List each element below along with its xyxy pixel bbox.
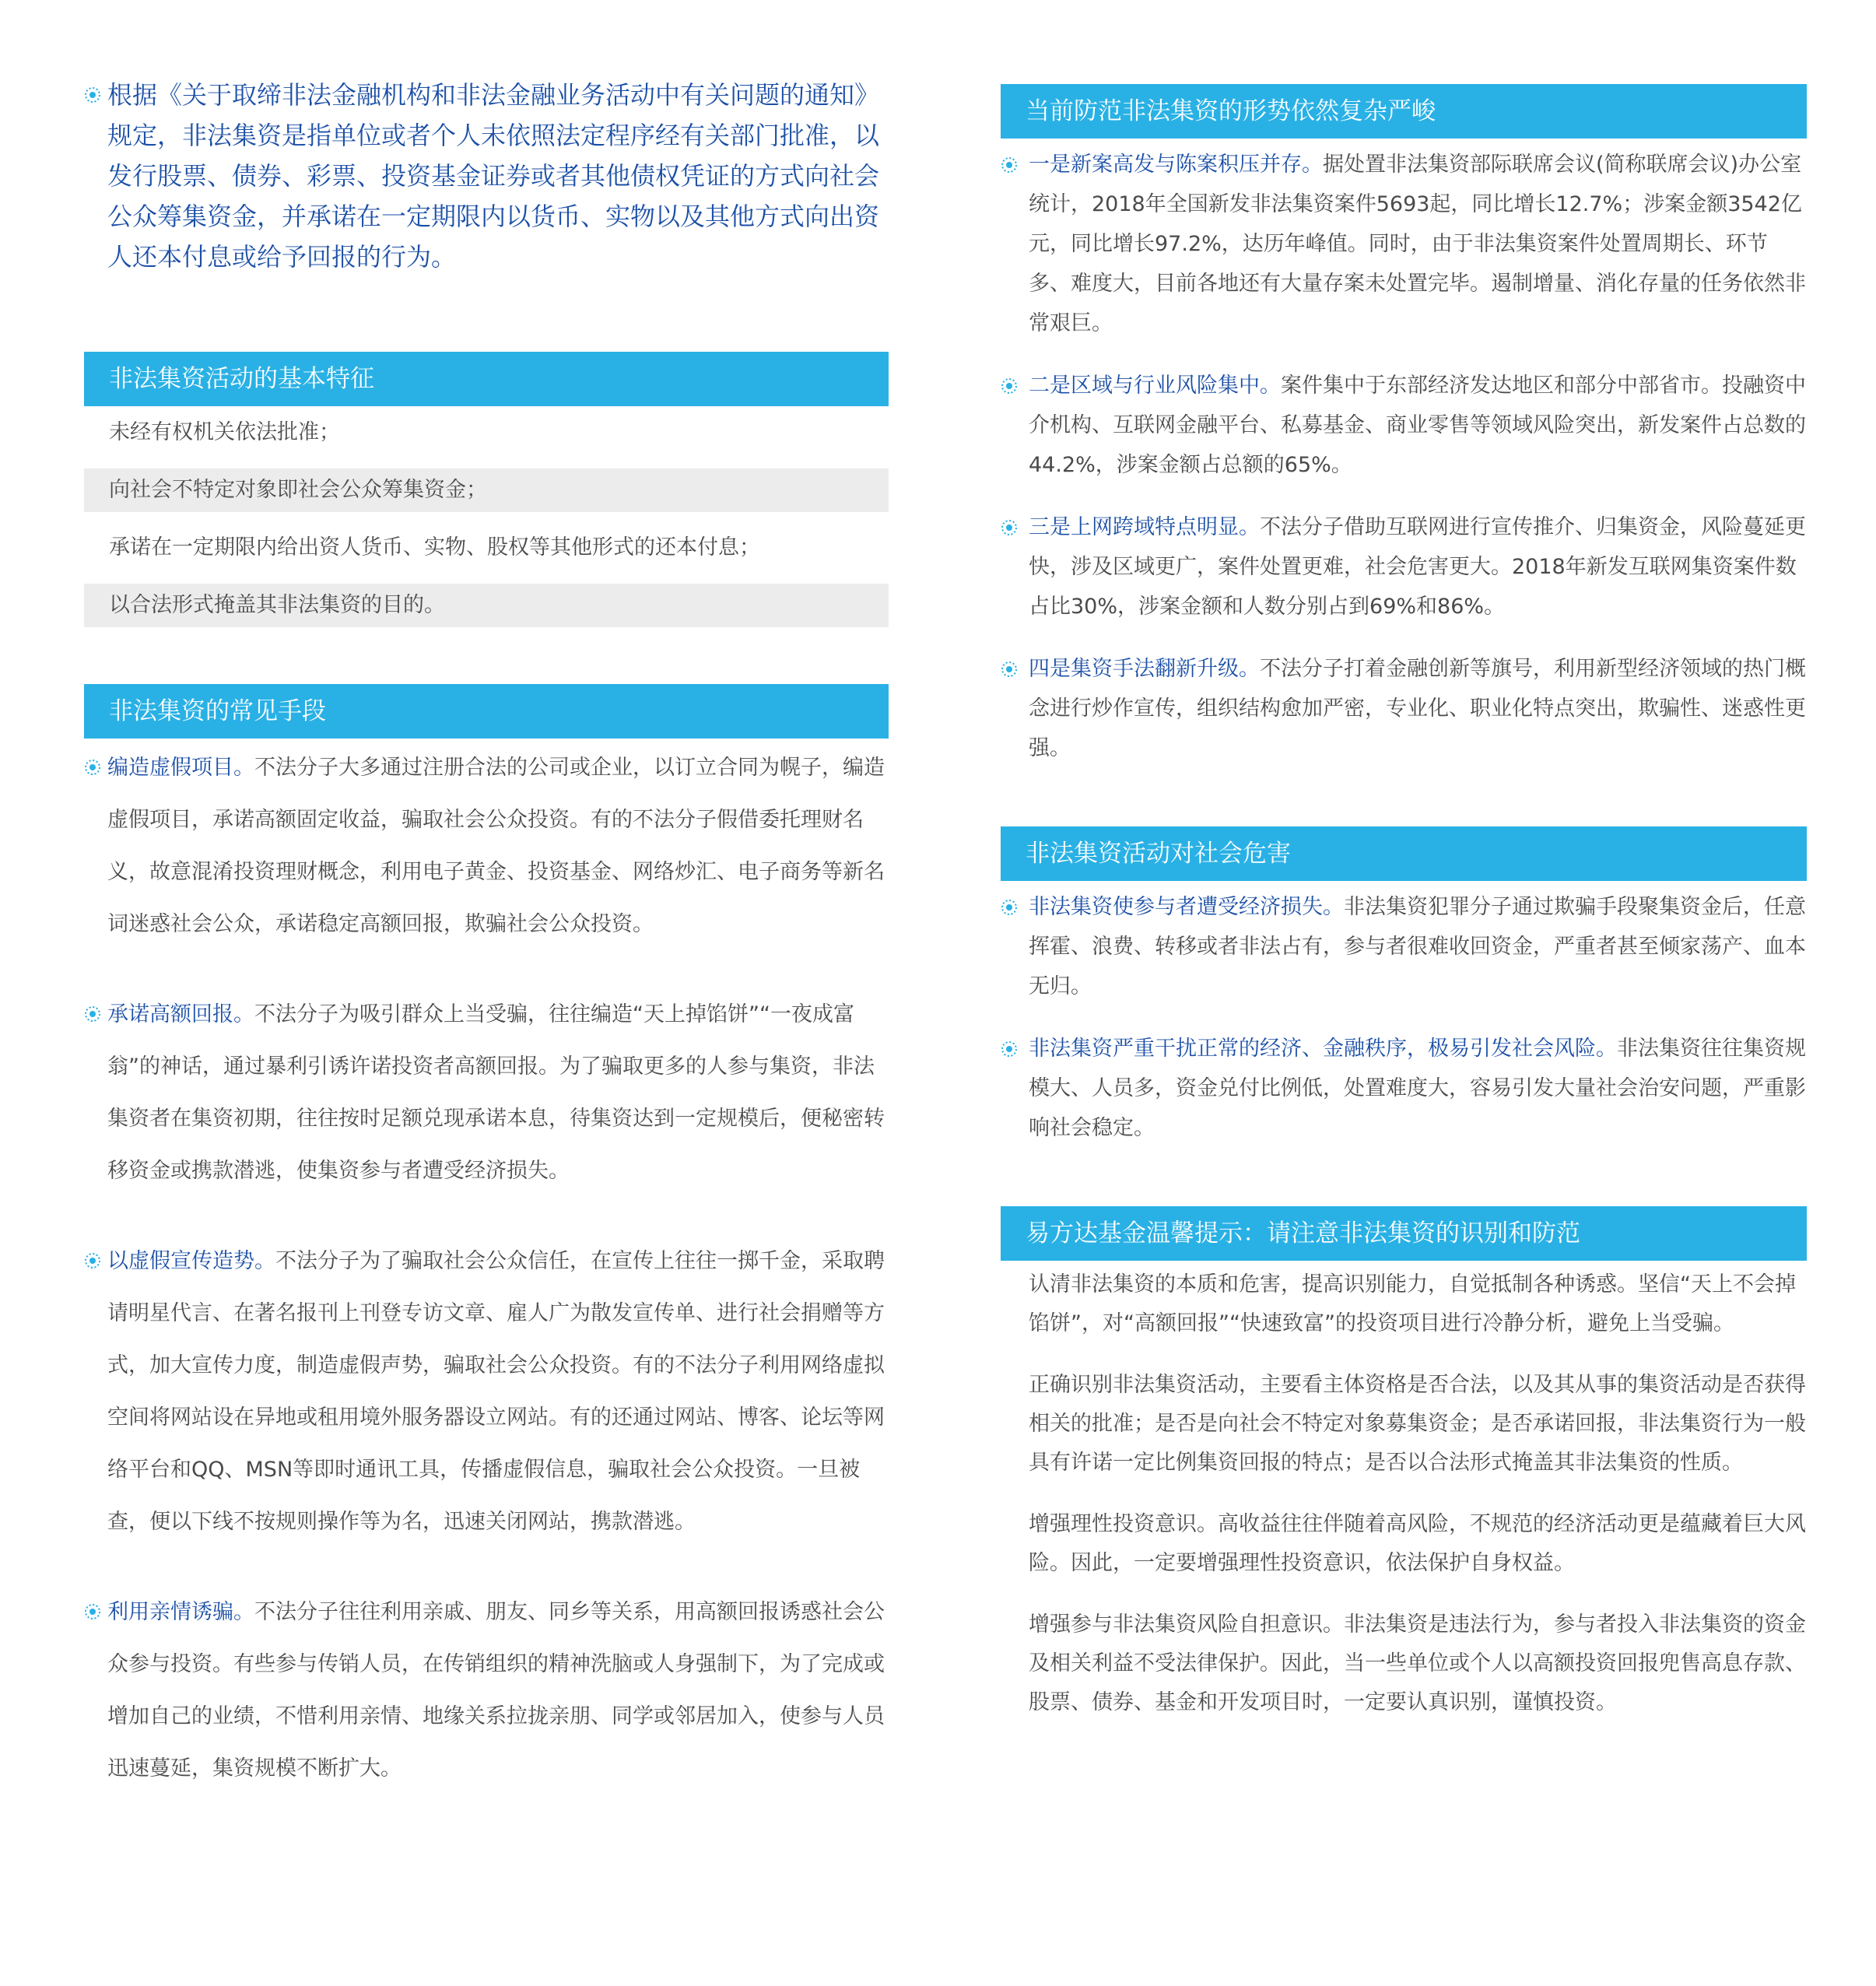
tip-paragraph: 认清非法集资的本质和危害，提高识别能力，自觉抵制各种诱惑。坚信“天上不会掉馅饼”，对“高额回报”“快速致富”的投资项目进行冷静分析，避免上当受骗。 [1029, 1272, 1796, 1335]
situation-item [1001, 366, 1807, 485]
feature-item: 向社会不特定对象即社会公众筹集资金； [84, 468, 889, 512]
harm-list [1001, 881, 1807, 1148]
situation-item-body: 不法分子打着金融创新等旗号，利用新型经济领域的热门概念进行炒作宣传，组织结构愈加严密，专业化、职业化特点突出，欺骗性、迷惑性更强。 [1029, 657, 1806, 760]
bullet-icon [1001, 1040, 1018, 1058]
means-item-body: 不法分子为了骗取社会公众信任，在宣传上往往一掷千金，采取聘请明星代言、在著名报刊上刊登专访文章、雇人广为散发宣传单、进行社会捐赠等方式，加大宣传力度，制造虚假声势，骗取社会公众投资。有的不法分子利用网络虚拟空间将网站设在异地或租用境外服务器设立网站。有的还通过网站、博客、论坛等网络平台和QQ、MSN等即时通讯工具，传播虚假信息，骗取社会公众投资。一旦被查，便以下线不按规则操作等为名，迅速关闭网站，携款潜逃。 [107, 1249, 885, 1534]
means-item [84, 988, 889, 1197]
bullet-icon [1001, 519, 1018, 536]
situation-item [1001, 649, 1807, 768]
harm-item-body: 非法集资往往集资规模大、人员多，资金兑付比例低，处置难度大，容易引发大量社会治安问题，严重影响社会稳定。 [1029, 1037, 1806, 1140]
situation-list [1001, 139, 1807, 768]
harm-item [1001, 1029, 1807, 1148]
situation-item-body: 不法分子借助互联网进行宣传推介、归集资金，风险蔓延更快，涉及区域更广，案件处置更难，社会危害更大。2018年新发互联网集资案件数占比30%，涉案金额和人数分别占到69%和86%。 [1029, 515, 1806, 619]
bullet-icon [84, 1005, 101, 1023]
means-item-body: 不法分子为吸引群众上当受骗，往往编造“天上掉馅饼”“一夜成富翁”的神话，通过暴利引诱许诺投资者高额回报。为了骗取更多的人参与集资，非法集资者在集资初期，往往按时足额兑现承诺本息，待集资达到一定规模后，便秘密转移资金或携款潜逃，使集资参与者遭受经济损失。 [107, 1002, 885, 1183]
means-item [84, 1235, 889, 1548]
right-column [1001, 84, 1807, 1722]
means-item-lead: 编造虚假项目。 [107, 756, 254, 780]
harm-item-body: 非法集资犯罪分子通过欺骗手段聚集资金后，任意挥霍、浪费、转移或者非法占有，参与者很难收回资金，严重者甚至倾家荡产、血本无归。 [1029, 895, 1806, 998]
bullet-icon [1001, 377, 1018, 395]
section-header-situation: 当前防范非法集资的形势依然复杂严峻 [1001, 84, 1807, 139]
means-item-lead: 承诺高额回报。 [107, 1002, 254, 1026]
features-list [84, 406, 889, 627]
bullet-icon [84, 1252, 101, 1269]
intro-text: 根据《关于取缔非法金融机构和非法金融业务活动中有关问题的通知》规定，非法集资是指单位或者个人未依照法定程序经有关部门批准，以发行股票、债券、彩票、投资基金证券或者其他债权凭证的方式向社会公众筹集资金，并承诺在一定期限内以货币、实物以及其他方式向出资人还本付息或给予回报的行为。 [107, 80, 880, 272]
means-item-body: 不法分子大多通过注册合法的公司或企业，以订立合同为幌子，编造虚假项目，承诺高额固定收益，骗取社会公众投资。有的不法分子假借委托理财名义，故意混淆投资理财概念，利用电子黄金、投资基金、网络炒汇、电子商务等新名词迷惑社会公众，承诺稳定高额回报，欺骗社会公众投资。 [107, 756, 885, 936]
tip-paragraph: 正确识别非法集资活动，主要看主体资格是否合法，以及其从事的集资活动是否获得相关的批准；是否是向社会不特定对象募集资金；是否承诺回报，非法集资行为一般具有许诺一定比例集资回报的特点；是否以合法形式掩盖其非法集资的性质。 [1029, 1373, 1806, 1475]
situation-item [1001, 145, 1807, 343]
harm-item-lead: 非法集资使参与者遭受经济损失。 [1029, 895, 1344, 919]
situation-item-lead: 四是集资手法翻新升级。 [1029, 657, 1260, 681]
feature-item: 未经有权机关依法批准； [109, 420, 340, 444]
situation-item-body: 据处置非法集资部际联席会议(简称联席会议)办公室统计，2018年全国新发非法集资案件5693起，同比增长12.7%；涉案金额3542亿元，同比增长97.2%，达历年峰值。同时，由于非法集资案件处置周期长、环节多、难度大，目前各地还有大量存案未处置完毕。遏制增量、消化存量的任务依然非常艰巨。 [1029, 153, 1806, 335]
section-header-harm: 非法集资活动对社会危害 [1001, 826, 1807, 881]
means-item [84, 1586, 889, 1795]
section-header-features: 非法集资活动的基本特征 [84, 352, 889, 406]
situation-item-lead: 二是区域与行业风险集中。 [1029, 374, 1281, 398]
harm-item-lead: 非法集资严重干扰正常的经济、金融秩序，极易引发社会风险。 [1029, 1037, 1617, 1061]
bullet-icon [1001, 661, 1018, 678]
bullet-icon [84, 759, 101, 776]
section-header-tips: 易方达基金温馨提示：请注意非法集资的识别和防范 [1001, 1206, 1807, 1261]
harm-item [1001, 887, 1807, 1006]
tip-paragraph: 增强理性投资意识。高收益往往伴随着高风险，不规范的经济活动更是蕴藏着巨大风险。因此，一定要增强理性投资意识，依法保护自身权益。 [1029, 1512, 1806, 1575]
feature-item: 以合法形式掩盖其非法集资的目的。 [84, 584, 889, 627]
bullet-icon [84, 1603, 101, 1620]
left-column [84, 75, 889, 1795]
feature-item: 承诺在一定期限内给出资人货币、实物、股权等其他形式的还本付息； [109, 535, 760, 560]
means-list [84, 739, 889, 1795]
situation-item-lead: 三是上网跨域特点明显。 [1029, 515, 1260, 539]
bullet-icon [1001, 899, 1018, 916]
bullet-icon [1001, 156, 1018, 174]
tip-paragraph: 增强参与非法集资风险自担意识。非法集资是违法行为，参与者投入非法集资的资金及相关利益不受法律保护。因此，当一些单位或个人以高额投资回报兜售高息存款、股票、债券、基金和开发项目时，一定要认真识别，谨慎投资。 [1029, 1612, 1806, 1714]
means-item-body: 不法分子往往利用亲戚、朋友、同乡等关系，用高额回报诱惑社会公众参与投资。有些参与传销人员，在传销组织的精神洗脑或人身强制下，为了完成或增加自己的业绩，不惜利用亲情、地缘关系拉拢亲朋、同学或邻居加入，使参与人员迅速蔓延，集资规模不断扩大。 [107, 1600, 885, 1781]
situation-item-body: 案件集中于东部经济发达地区和部分中部省市。投融资中介机构、互联网金融平台、私募基金、商业零售等领域风险突出，新发案件占总数的44.2%，涉案金额占总额的65%。 [1029, 374, 1806, 477]
intro-paragraph [84, 75, 889, 277]
situation-item [1001, 507, 1807, 626]
tips-list [1001, 1261, 1807, 1722]
bullet-icon [84, 86, 101, 104]
section-header-means: 非法集资的常见手段 [84, 684, 889, 739]
means-item [84, 742, 889, 950]
situation-item-lead: 一是新案高发与陈案积压并存。 [1029, 153, 1323, 177]
means-item-lead: 利用亲情诱骗。 [107, 1600, 254, 1624]
means-item-lead: 以虚假宣传造势。 [107, 1249, 275, 1273]
